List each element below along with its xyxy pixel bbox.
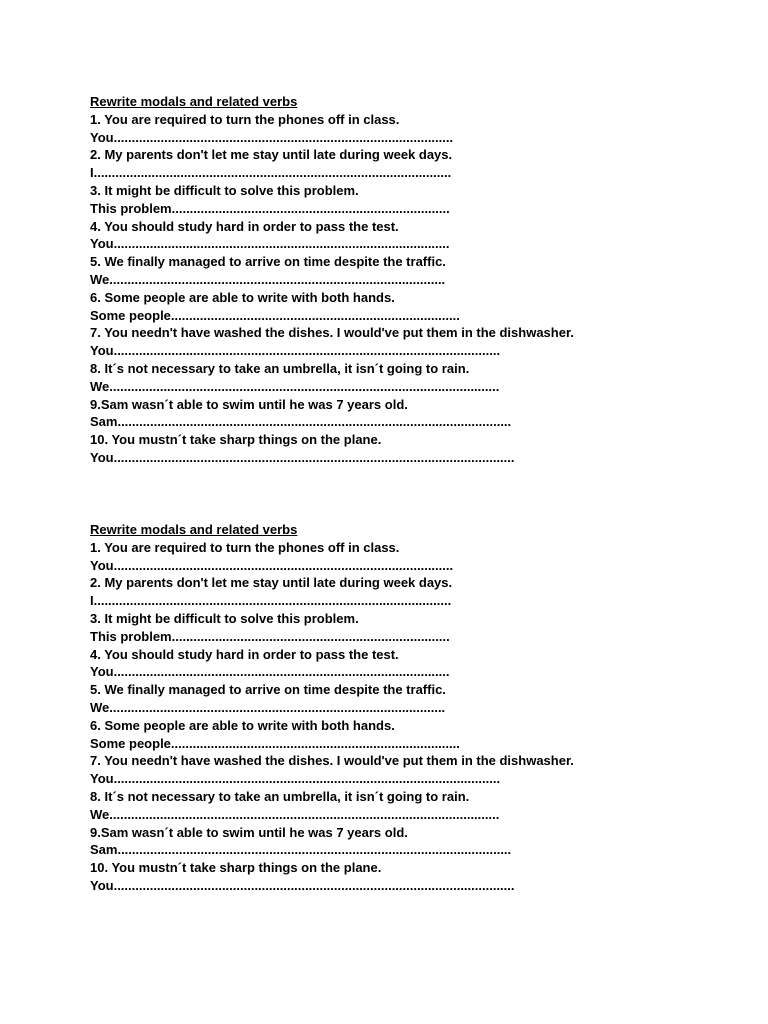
question-8: 8. It´s not necessary to take an umbrella, it isn´t going to rain. xyxy=(90,788,470,804)
answer-line-1: You.............................................................................................. xyxy=(90,129,454,145)
answer-line-7: You........................................................................................................... xyxy=(90,771,501,787)
question-1: 1. You are required to turn the phones off in class. xyxy=(90,111,400,127)
question-4: 4. You should study hard in order to pass the test. xyxy=(90,646,399,662)
question-3: 3. It might be difficult to solve this problem. xyxy=(90,610,359,626)
answer-line-5: We............................................................................................. xyxy=(90,699,446,715)
question-8: 8. It´s not necessary to take an umbrella, it isn´t going to rain. xyxy=(90,360,470,376)
answer-line-9: Sam............................................................................................................. xyxy=(90,414,512,430)
answer-line-6: Some people................................................................................ xyxy=(90,307,460,323)
answer-line-5: We............................................................................................. xyxy=(90,271,446,287)
answer-line-8: We............................................................................................................ xyxy=(90,378,500,394)
question-10: 10. You mustn´t take sharp things on the plane. xyxy=(90,432,382,448)
question-1: 1. You are required to turn the phones off in class. xyxy=(90,539,400,555)
question-7: 7. You needn't have washed the dishes. I would've put them in the dishwasher. xyxy=(90,325,574,341)
question-4: 4. You should study hard in order to pass the test. xyxy=(90,218,399,234)
answer-line-4: You............................................................................................. xyxy=(90,236,450,252)
question-3: 3. It might be difficult to solve this problem. xyxy=(90,182,359,198)
answer-line-9: Sam............................................................................................................. xyxy=(90,842,512,858)
answer-line-10: You............................................................................................................... xyxy=(90,877,515,893)
worksheet-title: Rewrite modals and related verbs xyxy=(90,94,298,109)
worksheet-1 xyxy=(90,93,710,467)
answer-line-1: You.............................................................................................. xyxy=(90,557,454,573)
question-6: 6. Some people are able to write with both hands. xyxy=(90,289,395,305)
question-2: 2. My parents don't let me stay until late during week days. xyxy=(90,575,453,591)
question-6: 6. Some people are able to write with both hands. xyxy=(90,717,395,733)
worksheet-title: Rewrite modals and related verbs xyxy=(90,522,298,537)
question-2: 2. My parents don't let me stay until late during week days. xyxy=(90,147,453,163)
answer-line-6: Some people................................................................................ xyxy=(90,735,460,751)
answer-line-10: You............................................................................................................... xyxy=(90,449,515,465)
answer-line-2: I................................................................................................... xyxy=(90,165,452,181)
answer-line-2: I................................................................................................... xyxy=(90,593,452,609)
answer-line-4: You............................................................................................. xyxy=(90,664,450,680)
question-9: 9.Sam wasn´t able to swim until he was 7 years old. xyxy=(90,396,408,412)
worksheet-2 xyxy=(90,521,710,895)
answer-line-8: We............................................................................................................ xyxy=(90,806,500,822)
question-7: 7. You needn't have washed the dishes. I would've put them in the dishwasher. xyxy=(90,753,574,769)
answer-line-3: This problem............................................................................. xyxy=(90,628,450,644)
question-5: 5. We finally managed to arrive on time despite the traffic. xyxy=(90,682,446,698)
question-9: 9.Sam wasn´t able to swim until he was 7 years old. xyxy=(90,824,408,840)
answer-line-3: This problem............................................................................. xyxy=(90,200,450,216)
answer-line-7: You........................................................................................................... xyxy=(90,343,501,359)
question-5: 5. We finally managed to arrive on time despite the traffic. xyxy=(90,254,446,270)
question-10: 10. You mustn´t take sharp things on the plane. xyxy=(90,860,382,876)
